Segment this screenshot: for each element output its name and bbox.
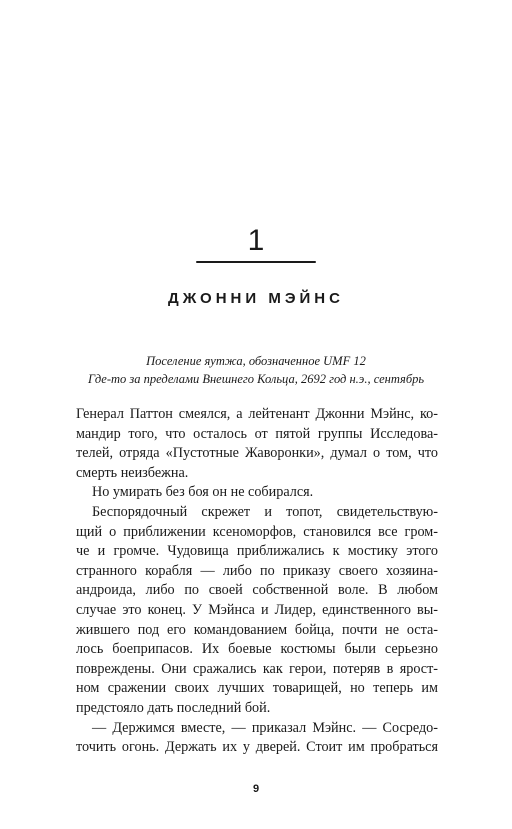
text-line: Генерал Паттон смеялся, а лейтенант Джонни Мэйнс, ко- (76, 406, 438, 422)
text-line: Но умирать без боя он не собирался. (92, 484, 314, 501)
text-line: Беспорядочный скрежет и топот, свидетельствую- (92, 503, 438, 520)
text-line: ном сражении своих лучших товарищей, но теперь им (76, 680, 438, 697)
text-line: предстояло дать последний бой. (76, 699, 271, 716)
chapter-divider (196, 261, 316, 263)
text-line: повреждены. Они сражались как герои, потеряв в ярост- (76, 660, 438, 677)
text-line: точить огонь. Держать их у дверей. Стоит им пробраться (76, 739, 438, 756)
epigraph (60, 352, 452, 388)
body-text (76, 405, 438, 758)
text-line: жившего под его командованием бойца, почти не оста- (76, 621, 438, 638)
text-line: андроида, либо по своей собственной воле. В любом (76, 582, 438, 599)
chapter-number: 1 (247, 224, 265, 257)
text-line: смерть неизбежна. (76, 464, 189, 481)
text-line: телей, отряда «Пустотные Жаворонки», думал о том, что (76, 445, 438, 462)
text-line: лось боеприпасов. Их боевые костюмы были серьезно (76, 641, 438, 658)
text-line: щий о приближении ксеноморфов, становился все гром- (76, 523, 438, 540)
text-line: — Держимся вместе, — приказал Мэйнс. — Сосредо- (92, 719, 438, 736)
epigraph-setting: Где-то за пределами Внешнего Кольца, 2692 год н.э., сентябрь (87, 372, 425, 386)
text-line: мандир того, что осталось от пятой группы Исследова- (76, 425, 438, 442)
text-line: случае это конец. У Мэйнса и Лидер, единственного вы- (76, 601, 438, 618)
page-number: 9 (252, 783, 260, 795)
chapter-title: ДЖОННИ МЭЙНС (168, 290, 344, 307)
text-line: че и громче. Чудовища приближались к мостику этого (76, 543, 438, 560)
epigraph-location: Поселение яутжа, обозначенное UMF 12 (146, 354, 366, 368)
text-line: странного корабля — либо по приказу своего хозяина- (76, 562, 438, 579)
